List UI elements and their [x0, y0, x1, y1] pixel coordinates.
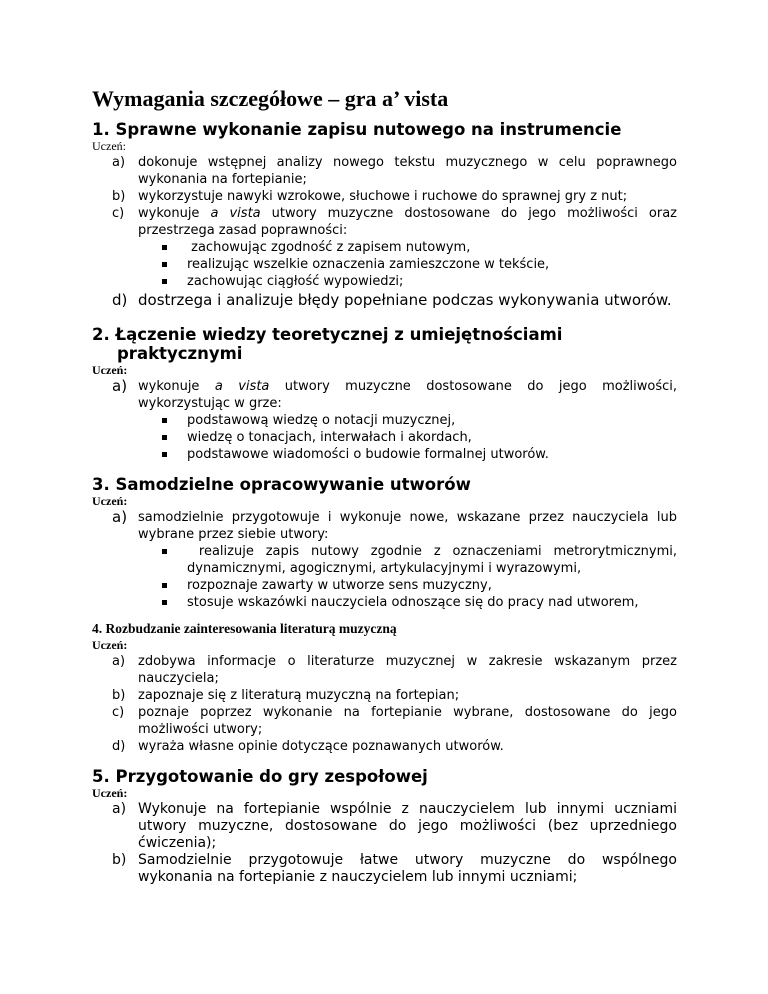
section-heading: 1. Sprawne wykonanie zapisu nutowego na instrumencie [92, 120, 622, 139]
item-text-emphasis: a vista [214, 379, 270, 394]
item-label: a) [112, 508, 128, 526]
requirements-list [92, 154, 677, 311]
square-bullet-icon [162, 418, 167, 423]
sub-list-item [138, 429, 677, 446]
list-item [92, 738, 677, 755]
item-text-emphasis: a vista [210, 206, 261, 221]
list-item [92, 704, 677, 738]
section-1 [92, 120, 677, 311]
sub-list-item [138, 577, 677, 594]
item-text: zdobywa informacje o literaturze muzycznej w zakresie wskazanym przez nauczyciela; [138, 654, 677, 686]
square-bullet-icon [162, 435, 167, 440]
document-page [92, 84, 677, 886]
sub-list-item [138, 543, 677, 577]
item-text: zapoznaje się z literaturą muzyczną na fortepian; [138, 688, 460, 703]
item-text: poznaje poprzez wykonanie na fortepianie wybrane, dostosowane do jego możliwości utwory; [138, 705, 677, 737]
section-4 [92, 619, 677, 755]
square-bullet-icon [162, 583, 167, 588]
item-text: utwory muzyczne dostosowane do jego możliwości, wykorzystując w grze: [138, 379, 677, 411]
sub-item-text: wiedzę o tonacjach, interwałach i akordach, [187, 430, 472, 445]
square-bullet-icon [162, 245, 167, 250]
sub-item-text: zachowując ciągłość wypowiedzi; [187, 274, 404, 289]
item-label: a) [112, 801, 127, 817]
sub-item-text: podstawowe wiadomości o budowie formalnej utworów. [187, 447, 549, 462]
list-item [92, 509, 677, 611]
section-2 [92, 325, 677, 463]
square-bullet-icon [162, 600, 167, 605]
requirements-list [92, 653, 677, 755]
section-heading: 3. Samodzielne opracowywanie utworów [92, 475, 471, 494]
sub-item-text: realizując wszelkie oznaczenia zamieszczone w tekście, [187, 257, 550, 272]
sub-list [138, 239, 677, 290]
square-bullet-icon [162, 452, 167, 457]
sub-list [138, 543, 677, 611]
item-label: a) [112, 377, 128, 395]
item-label: c) [112, 705, 125, 720]
sub-item-text: rozpoznaje zawarty w utworze sens muzyczny, [187, 578, 492, 593]
square-bullet-icon [162, 279, 167, 284]
item-label: a) [112, 654, 126, 669]
sub-list-item [138, 412, 677, 429]
item-label: d) [112, 291, 128, 309]
section-heading-continuation: praktycznymi [117, 344, 243, 363]
uczen-label: Uczeń: [92, 363, 128, 377]
section-3 [92, 475, 677, 611]
section-5 [92, 767, 677, 886]
uczen-label: Uczeń: [92, 638, 128, 652]
list-item [92, 290, 677, 311]
uczen-label: Uczeń: [92, 494, 128, 508]
sub-list-item [138, 446, 677, 463]
item-text: utwory muzyczne dostosowane do jego możliwości oraz przestrzega zasad poprawności: [138, 206, 677, 238]
item-label: c) [112, 206, 125, 221]
item-text: wykorzystuje nawyki wzrokowe, słuchowe i ruchowe do sprawnej gry z nut; [138, 189, 628, 204]
sub-list-item [138, 239, 677, 256]
sub-item-text: realizuje zapis nutowy zgodnie z oznaczeniami metrorytmicznymi, dynamicznymi, agogicznymi, artykulacyjnymi i wyrazowymi, [187, 544, 677, 576]
uczen-label: Uczeń: [92, 786, 128, 800]
list-item [92, 205, 677, 290]
sub-item-text: podstawową wiedzę o notacji muzycznej, [187, 413, 456, 428]
sub-item-text: zachowując zgodność z zapisem nutowym, [191, 240, 471, 255]
sub-list-item [138, 256, 677, 273]
requirements-list [92, 801, 677, 886]
item-text: dostrzega i analizuje błędy popełniane podczas wykonywania utworów. [138, 291, 672, 309]
item-label: b) [112, 688, 126, 703]
section-heading: 5. Przygotowanie do gry zespołowej [92, 767, 428, 786]
item-text: wyraża własne opinie dotyczące poznawanych utworów. [138, 739, 504, 754]
list-item [92, 378, 677, 463]
list-item [92, 653, 677, 687]
list-item [92, 154, 677, 188]
list-item [92, 188, 677, 205]
uczen-label: Uczeń: [92, 139, 126, 153]
sub-list [138, 412, 677, 463]
section-heading: 4. Rozbudzanie zainteresowania literaturą muzyczną [92, 621, 397, 636]
item-label: b) [112, 852, 127, 868]
sub-item-text: stosuje wskazówki nauczyciela odnoszące się do pracy nad utworem, [187, 595, 639, 610]
item-label: a) [112, 155, 126, 170]
item-text: Samodzielnie przygotowuje łatwe utwory muzyczne do wspólnego wykonania na fortepianie z nauczycielem lub innymi uczniami; [138, 852, 677, 885]
square-bullet-icon [162, 549, 167, 554]
list-item [92, 801, 677, 852]
square-bullet-icon [162, 262, 167, 267]
item-text: samodzielnie przygotowuje i wykonuje nowe, wskazane przez nauczyciela lub wybrane przez siebie utwory: [138, 510, 677, 542]
item-label: b) [112, 189, 126, 204]
item-text: Wykonuje na fortepianie wspólnie z nauczycielem lub innymi uczniami utwory muzyczne, dostosowane do jego możliwości (bez uprzedniego ćwiczenia); [138, 801, 677, 851]
list-item [92, 852, 677, 886]
requirements-list [92, 509, 677, 611]
section-heading: 2. Łączenie wiedzy teoretycznej z umiejętnościami [92, 325, 563, 344]
list-item [92, 687, 677, 704]
requirements-list [92, 378, 677, 463]
item-text: dokonuje wstępnej analizy nowego tekstu muzycznego w celu poprawnego wykonania na fortepianie; [138, 155, 677, 187]
sub-list-item [138, 273, 677, 290]
item-text: wykonuje [138, 379, 215, 394]
item-label: d) [112, 739, 126, 754]
item-text: wykonuje [138, 206, 211, 221]
sub-list-item [138, 594, 677, 611]
document-title: Wymagania szczegółowe – gra a’ vista [92, 86, 449, 111]
